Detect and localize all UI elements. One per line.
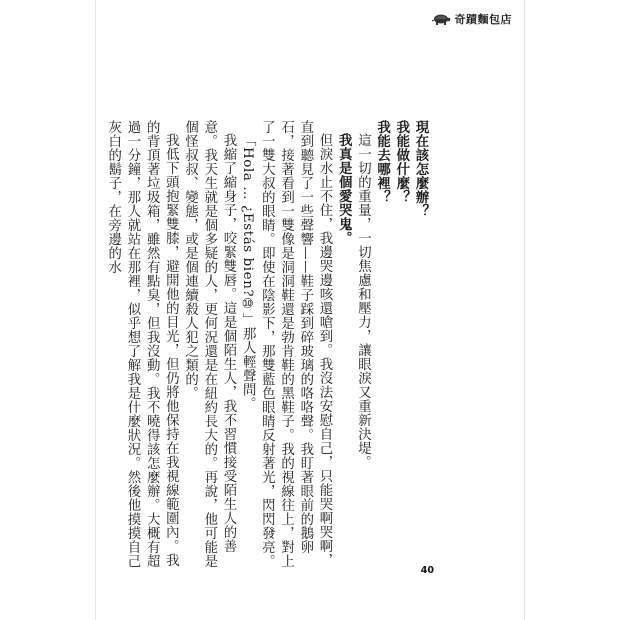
paragraph: 我能做什麼？ — [393, 120, 410, 204]
paragraph: 我低下頭抱緊雙膝，避開他的目光，但仍將他保持在我視線範圍內。我的背頂著垃圾箱，雖然有點臭，但我沒動。我不曉得該怎麼辦。大概有超過一分鐘，那人就站在那裡，似乎想了解我是什麼狀況。然後他摸摸自己灰白的鬍子，在旁邊的水 — [105, 120, 179, 568]
paragraph: 我縮了縮身子，咬緊雙唇。這是個陌生人，我不習慣接受陌生人的善意。我天生就是個多疑的人，更何況還是在紐約長大的。再說，他可能是個怪叔叔、變態，或是個連續殺人犯之類的。 — [182, 120, 236, 568]
body-text — [104, 120, 430, 580]
tortoise-logo-icon — [431, 11, 451, 27]
page-number: 40 — [420, 565, 434, 576]
paragraph: 這一切的重量，一切焦慮和壓力，讓眼淚又重新決堤。 — [355, 133, 371, 470]
paragraph: 我真是個愛哭鬼。 — [336, 133, 353, 246]
site-name: 奇蹟麵包店 — [454, 13, 512, 26]
paragraph: 現在該怎麼辦？ — [413, 120, 429, 218]
paragraph: 我能去哪裡？ — [374, 120, 391, 204]
paragraph: 「Hola … ¿Estás bien?⑩」那人輕聲問。 — [240, 133, 256, 412]
paragraph: 但淚水止不住，我邊哭邊咳還嗆到。我沒法安慰自己，只能哭啊哭啊，直到聽見了一些聲響——鞋子踩到碎玻璃的咯咯聲。我盯著眼前的鵝卵石，接著看到一雙像是洞洞鞋還是勃肯鞋的黑鞋子。我的視線往上，對上了一雙大叔的眼睛。即使在陰影下，那雙藍色眼睛反射著光，閃閃發亮。 — [259, 120, 332, 568]
book-page — [96, 0, 524, 620]
page-header — [431, 8, 513, 30]
